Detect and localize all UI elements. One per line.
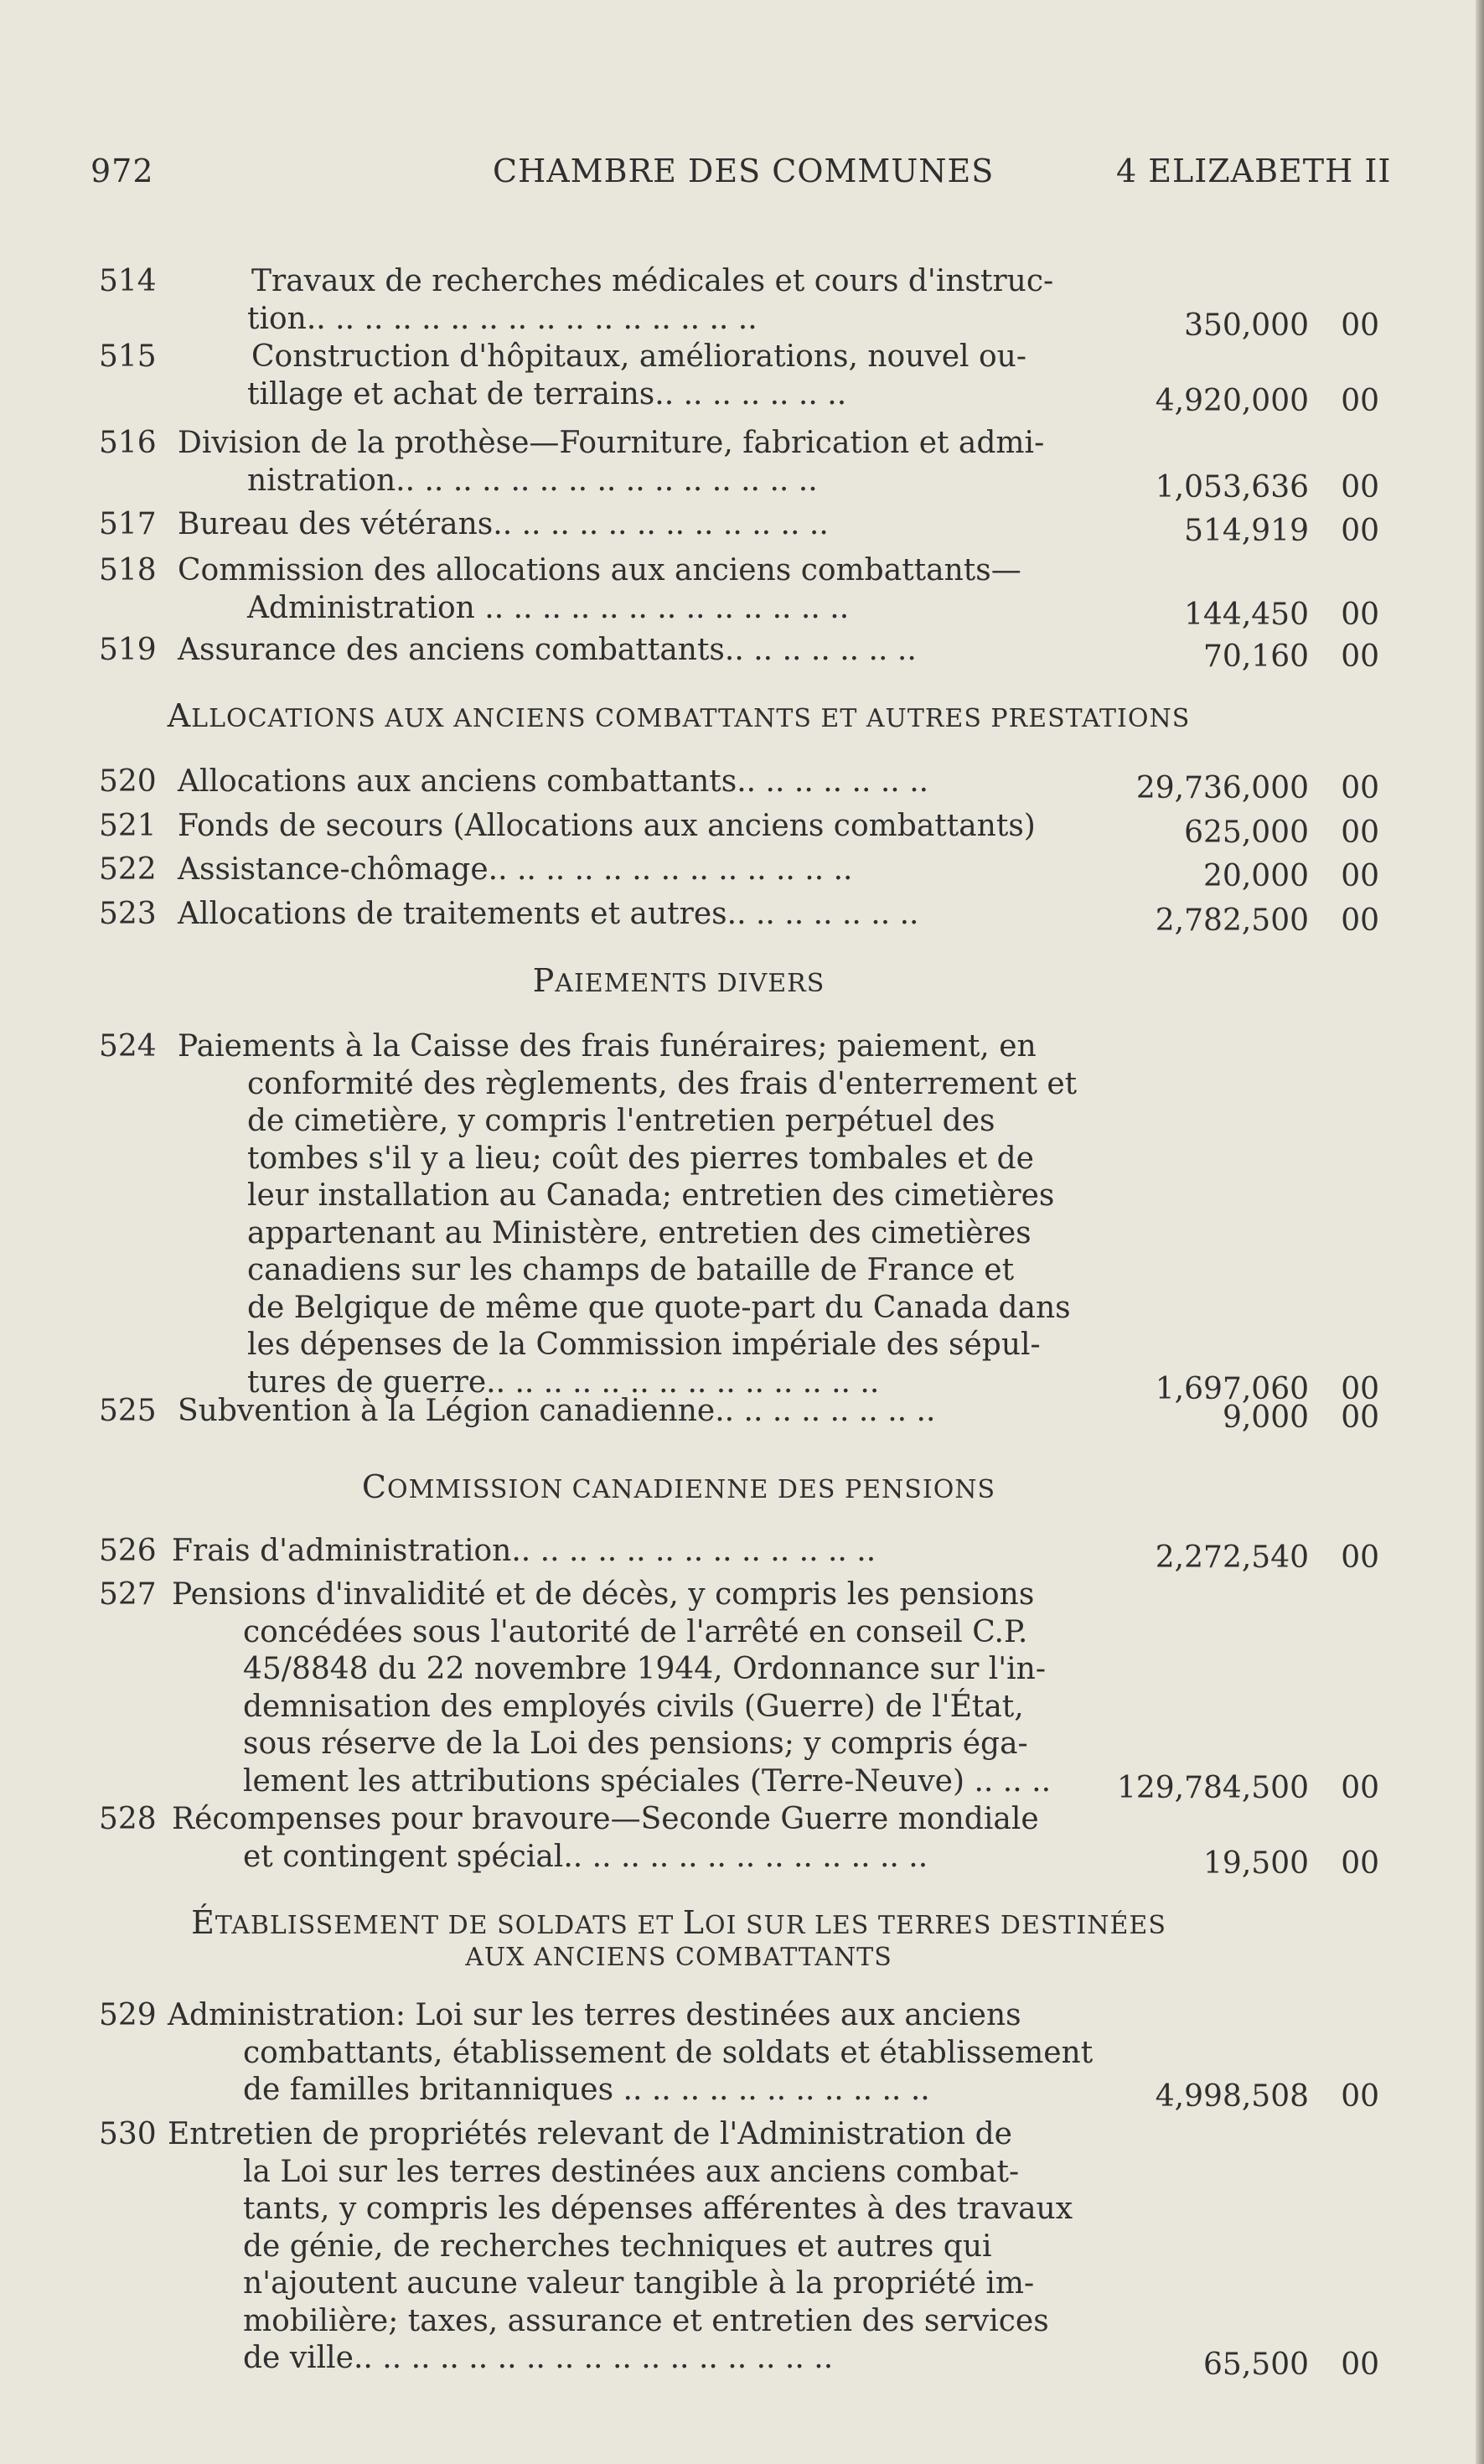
amount-dollars: 19,500 — [1203, 1845, 1309, 1881]
vote-description-line: combattants, établissement de soldats et établissement — [243, 2035, 1094, 2070]
vote-description-line: tion.. .. .. .. .. .. .. .. .. .. .. .. .. .. .. .. — [247, 301, 758, 336]
vote-description-line: demnisation des employés civils (Guerre) de l'État, — [243, 1689, 1024, 1724]
amount-dollars: 2,782,500 — [1155, 903, 1309, 938]
vote-description-line: Administration: Loi sur les terres destinées aux anciens — [168, 1998, 1021, 2032]
amount-cents: 00 — [1341, 771, 1379, 805]
vote-number: 530 — [99, 2117, 157, 2151]
section-heading: AUX ANCIENS COMBATTANTS — [465, 1943, 892, 1972]
amount-cents: 00 — [1341, 639, 1379, 674]
vote-number: 514 — [99, 264, 157, 298]
amount-dollars: 350,000 — [1184, 308, 1309, 343]
vote-description-line: canadiens sur les champs de bataille de France et — [247, 1253, 1015, 1287]
vote-description-line: Assurance des anciens combattants.. .. .. .. .. .. .. — [178, 633, 917, 667]
vote-number: 524 — [99, 1029, 157, 1064]
amount-cents: 00 — [1341, 597, 1379, 632]
vote-description-line: Fonds de secours (Allocations aux anciens combattants) — [178, 809, 1036, 843]
vote-description-line: nistration.. .. .. .. .. .. .. .. .. .. .. .. .. .. .. — [247, 463, 818, 498]
amount-cents: 00 — [1341, 1770, 1379, 1805]
amount-cents: 00 — [1341, 2348, 1379, 2382]
vote-number: 521 — [99, 809, 157, 843]
amount-dollars: 1,697,060 — [1155, 1371, 1309, 1406]
vote-description-line: de génie, de recherches techniques et autres qui — [243, 2228, 992, 2264]
section-heading: COMMISSION CANADIENNE DES PENSIONS — [361, 1468, 996, 1505]
vote-amount — [1114, 384, 1398, 418]
amount-cents: 00 — [1341, 2079, 1379, 2114]
vote-description-line: de familles britanniques .. .. .. .. .. .. .. .. .. .. .. — [243, 2073, 930, 2107]
vote-amount — [1114, 771, 1398, 805]
vote-amount — [1114, 2079, 1398, 2114]
vote-description-line: Récompenses pour bravoure—Seconde Guerre mondiale — [172, 1802, 1039, 1836]
amount-dollars: 9,000 — [1222, 1400, 1309, 1435]
vote-description-line: tombes s'il y a lieu; coût des pierres tombales et de — [247, 1141, 1034, 1176]
amount-dollars: 625,000 — [1184, 815, 1309, 850]
vote-number: 525 — [99, 1394, 157, 1428]
page-title: CHAMBRE DES COMMUNES — [493, 153, 995, 189]
vote-number: 523 — [99, 897, 157, 931]
vote-description-line: sous réserve de la Loi des pensions; y compris éga- — [243, 1726, 1028, 1761]
vote-amount — [1114, 859, 1398, 893]
vote-description-line: Administration .. .. .. .. .. .. .. .. .. .. .. .. .. — [247, 590, 850, 625]
vote-description-line: Assistance-chômage.. .. .. .. .. .. .. .. .. .. .. .. .. — [178, 852, 853, 887]
amount-dollars: 129,784,500 — [1116, 1770, 1309, 1805]
vote-description-line: conformité des règlements, des frais d'enterrement et — [247, 1066, 1078, 1101]
vote-number: 517 — [99, 507, 157, 541]
amount-cents: 00 — [1341, 1540, 1379, 1575]
vote-number: 519 — [99, 633, 157, 667]
amount-dollars: 514,919 — [1184, 514, 1309, 548]
vote-amount — [1114, 1540, 1398, 1575]
vote-number: 526 — [99, 1534, 157, 1568]
amount-cents: 00 — [1341, 383, 1379, 418]
vote-description-line: Subvention à la Légion canadienne.. .. .. .. .. .. .. .. — [178, 1394, 936, 1428]
amount-cents: 00 — [1341, 859, 1379, 893]
amount-dollars: 20,000 — [1203, 859, 1309, 893]
amount-cents: 00 — [1341, 815, 1379, 850]
amount-dollars: 70,160 — [1203, 639, 1309, 674]
vote-description-line: leur installation au Canada; entretien des cimetières — [247, 1178, 1055, 1213]
vote-description-line: tillage et achat de terrains.. .. .. .. .. .. .. — [247, 376, 847, 412]
vote-amount — [1114, 1400, 1398, 1435]
vote-description-line: et contingent spécial.. .. .. .. .. .. .. .. .. .. .. .. .. — [243, 1839, 928, 1874]
vote-number: 518 — [99, 553, 157, 588]
amount-dollars: 4,998,508 — [1155, 2079, 1309, 2114]
vote-number: 529 — [99, 1998, 157, 2032]
reign-year: 4 ELIZABETH II — [1116, 153, 1392, 189]
vote-description-line: Frais d'administration.. .. .. .. .. .. .. .. .. .. .. .. .. — [172, 1534, 876, 1568]
vote-description-line: lement les attributions spéciales (Terre-Neuve) .. .. .. — [243, 1763, 1052, 1799]
amount-cents: 00 — [1341, 308, 1379, 343]
amount-cents: 00 — [1341, 1845, 1379, 1881]
vote-description-line: tures de guerre.. .. .. .. .. .. .. .. .. .. .. .. .. .. — [247, 1364, 880, 1400]
amount-dollars: 1,053,636 — [1155, 469, 1309, 505]
amount-cents: 00 — [1341, 903, 1379, 938]
vote-amount — [1114, 639, 1398, 674]
vote-description-line: de ville.. .. .. .. .. .. .. .. .. .. .. .. .. .. .. .. .. — [243, 2341, 834, 2375]
vote-amount — [1114, 598, 1398, 632]
page-number: 972 — [90, 153, 154, 189]
vote-description-line: 45/8848 du 22 novembre 1944, Ordonnance sur l'in- — [243, 1652, 1047, 1686]
amount-cents: 00 — [1341, 514, 1379, 548]
page-edge — [1476, 0, 1484, 2464]
vote-number: 527 — [99, 1577, 157, 1612]
vote-amount — [1114, 514, 1398, 548]
section-heading: ÉTABLISSEMENT DE SOLDATS ET LOI SUR LES TERRES DESTINÉES — [191, 1904, 1166, 1941]
amount-cents: 00 — [1341, 469, 1379, 505]
amount-dollars: 2,272,540 — [1155, 1540, 1309, 1575]
vote-description-line: Construction d'hôpitaux, améliorations, nouvel ou- — [251, 339, 1026, 374]
vote-description-line: Pensions d'invalidité et de décès, y compris les pensions — [172, 1577, 1035, 1612]
vote-description-line: la Loi sur les terres destinées aux anciens combat- — [243, 2154, 1020, 2189]
vote-description-line: Allocations aux anciens combattants.. .. .. .. .. .. .. — [178, 764, 929, 799]
vote-description-line: de Belgique de même que quote-part du Canada dans — [247, 1290, 1071, 1325]
vote-description-line: Bureau des vétérans.. .. .. .. .. .. .. .. .. .. .. .. — [178, 507, 829, 541]
vote-number: 516 — [99, 426, 157, 460]
vote-amount — [1114, 2348, 1398, 2382]
vote-number: 528 — [99, 1802, 157, 1836]
amount-dollars: 29,736,000 — [1135, 771, 1309, 805]
vote-amount — [1114, 1771, 1398, 1805]
vote-amount — [1114, 815, 1398, 850]
vote-number: 515 — [99, 339, 157, 374]
section-heading: ALLOCATIONS AUX ANCIENS COMBATTANTS ET AUTRES PRESTATIONS — [167, 697, 1191, 734]
amount-dollars: 4,920,000 — [1155, 383, 1309, 418]
vote-description-line: n'ajoutent aucune valeur tangible à la propriété im- — [243, 2266, 1035, 2301]
vote-amount — [1114, 308, 1398, 343]
section-heading: PAIEMENTS DIVERS — [532, 962, 825, 999]
vote-description-line: les dépenses de la Commission impériale des sépul- — [247, 1328, 1041, 1362]
vote-number: 522 — [99, 852, 157, 887]
vote-amount — [1114, 470, 1398, 505]
vote-description-line: Commission des allocations aux anciens combattants— — [178, 553, 1021, 588]
vote-description-line: Travaux de recherches médicales et cours d'instruc- — [251, 264, 1054, 298]
vote-description-line: de cimetière, y compris l'entretien perpétuel des — [247, 1104, 995, 1138]
vote-description-line: concédées sous l'autorité de l'arrêté en conseil C.P. — [243, 1614, 1028, 1649]
vote-description-line: Division de la prothèse—Fourniture, fabrication et admi- — [178, 426, 1045, 460]
amount-dollars: 144,450 — [1184, 597, 1309, 632]
vote-number: 520 — [99, 764, 157, 799]
amount-dollars: 65,500 — [1203, 2348, 1309, 2382]
vote-amount — [1114, 903, 1398, 938]
amount-cents: 00 — [1341, 1400, 1379, 1435]
vote-description-line: appartenant au Ministère, entretien des cimetières — [247, 1215, 1032, 1250]
vote-description-line: mobilière; taxes, assurance et entretien des services — [243, 2303, 1049, 2338]
amount-cents: 00 — [1341, 1371, 1379, 1406]
vote-description-line: Paiements à la Caisse des frais funéraires; paiement, en — [178, 1029, 1037, 1064]
vote-description-line: tants, y compris les dépenses afférentes à des travaux — [243, 2192, 1073, 2226]
vote-description-line: Allocations de traitements et autres.. .. .. .. .. .. .. — [178, 897, 919, 931]
vote-amount — [1114, 1846, 1398, 1881]
vote-description-line: Entretien de propriétés relevant de l'Administration de — [168, 2117, 1012, 2151]
